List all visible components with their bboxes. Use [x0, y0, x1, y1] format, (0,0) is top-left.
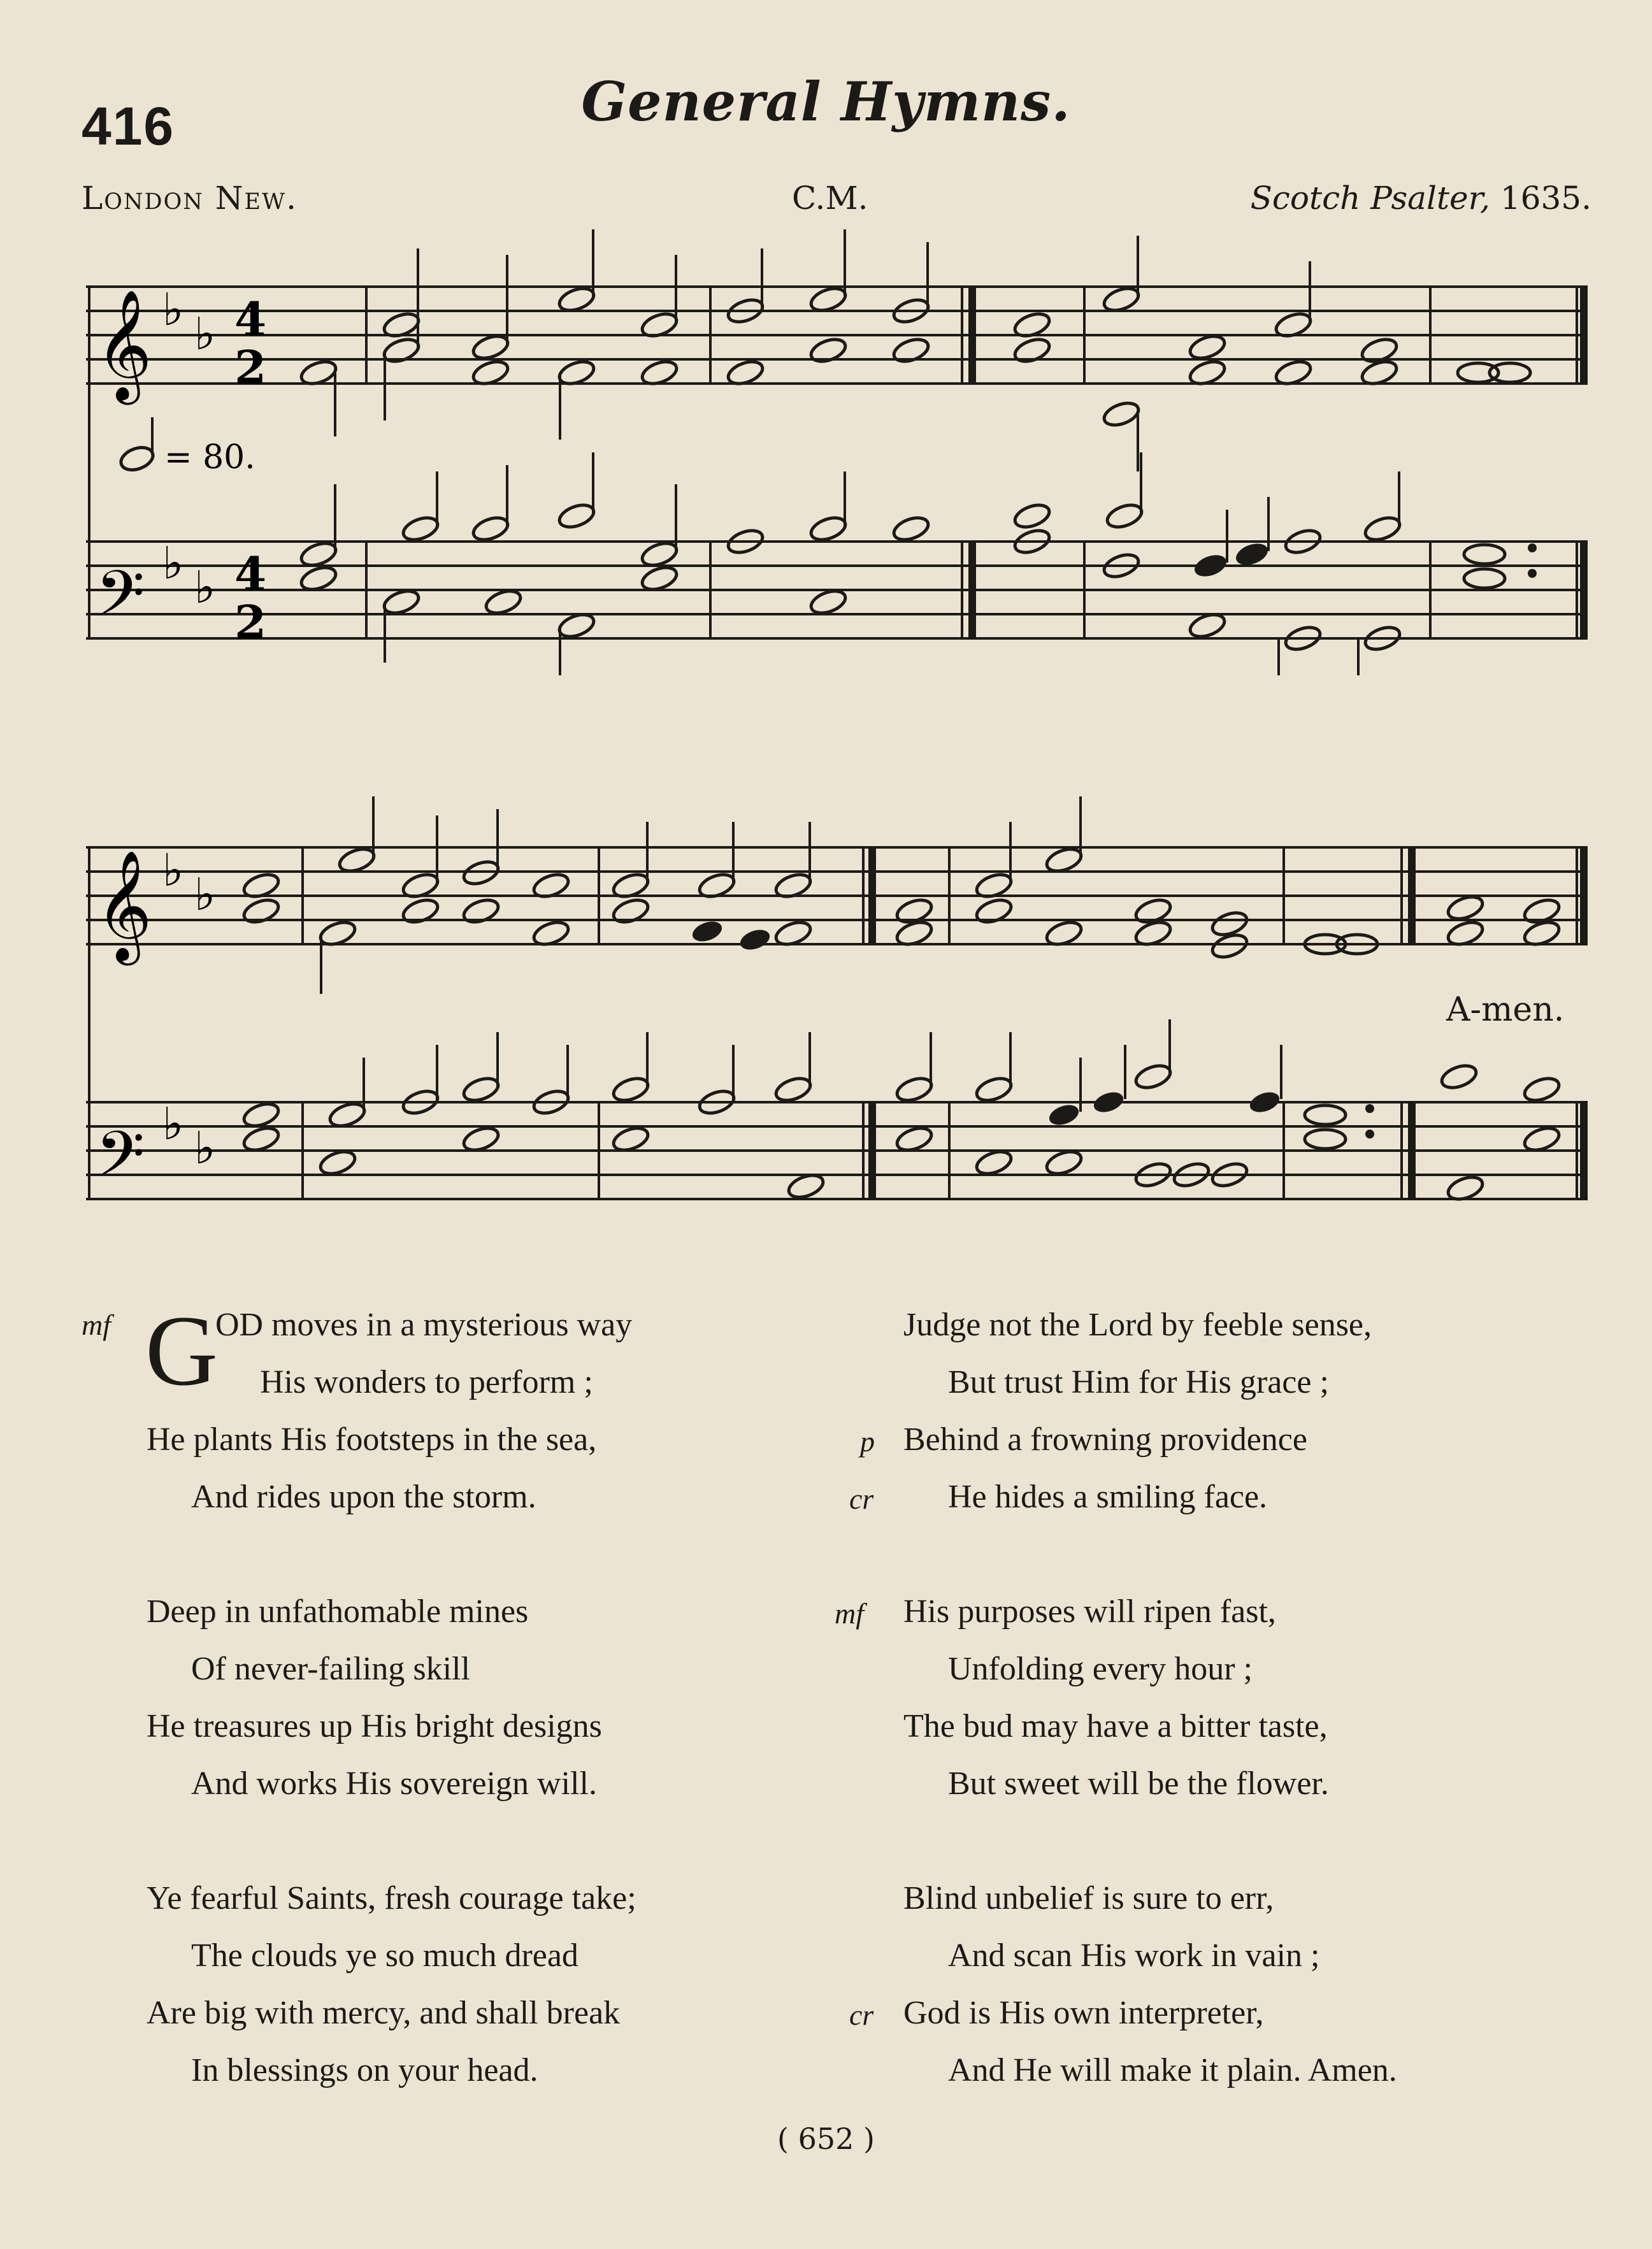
treble-clef-icon: 𝄞: [96, 289, 152, 400]
verse-5-line-3: The bud may have a bitter taste,: [903, 1708, 1328, 1744]
stems-system-1: [335, 229, 1399, 675]
verse-5-line-1: His purposes will ripen fast,: [903, 1593, 1276, 1630]
flat-icon: ♭: [194, 561, 216, 614]
source-title: Scotch Psalter,: [1250, 180, 1490, 217]
stems-system-2: [321, 796, 1281, 1112]
flat-icon: ♭: [194, 868, 216, 921]
verse-4-line-2: But trust Him for His grace ;: [948, 1364, 1329, 1400]
verse-1-line-3: He plants His footsteps in the sea,: [147, 1421, 597, 1458]
flat-icon: ♭: [162, 1098, 184, 1150]
notes-system-1: [299, 284, 1530, 653]
verse-2-line-4: And works His sovereign will.: [191, 1765, 597, 1802]
verse-6-line-3: God is His own interpreter,: [903, 1995, 1264, 2031]
flat-icon: ♭: [194, 308, 216, 360]
verse-2-line-1: Deep in unfathomable mines: [147, 1593, 529, 1630]
dynamic-mf: mf: [835, 1597, 864, 1630]
verse-3-line-3: Are big with mercy, and shall break: [147, 1995, 621, 2031]
verse-5-line-2: Unfolding every hour ;: [948, 1651, 1253, 1687]
verse-1-line-4: And rides upon the storm.: [191, 1479, 536, 1515]
filled-notes-system-2: [690, 918, 1374, 1139]
verse-4-line-4: He hides a smiling face.: [948, 1479, 1268, 1515]
hymn-number: 416: [82, 96, 175, 156]
page-number: ( 652 ): [777, 2122, 875, 2156]
source-year: 1635.: [1500, 180, 1591, 217]
flat-icon: ♭: [162, 844, 184, 896]
time-signature-bottom-treble: 2: [234, 340, 267, 394]
flat-icon: ♭: [162, 537, 184, 589]
verse-4-line-3: Behind a frowning providence: [903, 1421, 1307, 1458]
time-signature-top-treble: 4: [234, 292, 267, 346]
tempo-text: = 80.: [164, 438, 255, 477]
verse-2-line-3: He treasures up His bright designs: [147, 1708, 602, 1744]
dynamic-cr: cr: [849, 1483, 874, 1515]
treble-clef-icon: 𝄞: [96, 850, 152, 961]
music-system-2: [0, 790, 1652, 1249]
amen-label: A-men.: [1446, 991, 1565, 1029]
verse-3-line-1: Ye fearful Saints, fresh courage take;: [147, 1880, 636, 1916]
flat-icon: ♭: [162, 284, 184, 336]
dynamic-mf: mf: [82, 1309, 111, 1341]
verse-3-line-2: The clouds ye so much dread: [191, 1937, 578, 1974]
time-signature-bottom-bass: 2: [234, 595, 267, 649]
music-system-1: [0, 229, 1652, 688]
verse-6-line-4: And He will make it plain. Amen.: [948, 2052, 1397, 2088]
tune-name: London New.: [82, 180, 298, 217]
flat-icon: ♭: [194, 1122, 216, 1174]
verse-2-line-2: Of never-failing skill: [191, 1651, 470, 1687]
verse-6-line-2: And scan His work in vain ;: [948, 1937, 1320, 1974]
tempo-marking: [118, 417, 255, 477]
drop-cap: G: [145, 1295, 219, 1407]
tune-source: [1251, 180, 1591, 217]
verse-4-line-1: Judge not the Lord by feeble sense,: [903, 1307, 1372, 1343]
verse-3-line-4: In blessings on your head.: [191, 2052, 538, 2088]
tune-meter: C.M.: [792, 180, 868, 217]
verse-1-line-2: His wonders to perform ;: [260, 1364, 593, 1400]
bass-clef-icon: 𝄢: [96, 1118, 145, 1207]
treble-staff-2: [86, 847, 1588, 944]
verse-5-line-4: But sweet will be the flower.: [948, 1765, 1329, 1802]
verse-6-line-1: Blind unbelief is sure to err,: [903, 1880, 1274, 1916]
treble-staff-1: [86, 287, 1588, 384]
dynamic-cr: cr: [849, 1999, 874, 2031]
bass-clef-icon: 𝄢: [96, 557, 145, 646]
dynamic-p: p: [860, 1425, 875, 1458]
bass-staff-2: [86, 1102, 1588, 1199]
page-heading: General Hymns.: [581, 70, 1071, 133]
verse-1-line-1: OD moves in a mysterious way: [215, 1307, 633, 1343]
time-signature-top-bass: 4: [234, 547, 267, 601]
